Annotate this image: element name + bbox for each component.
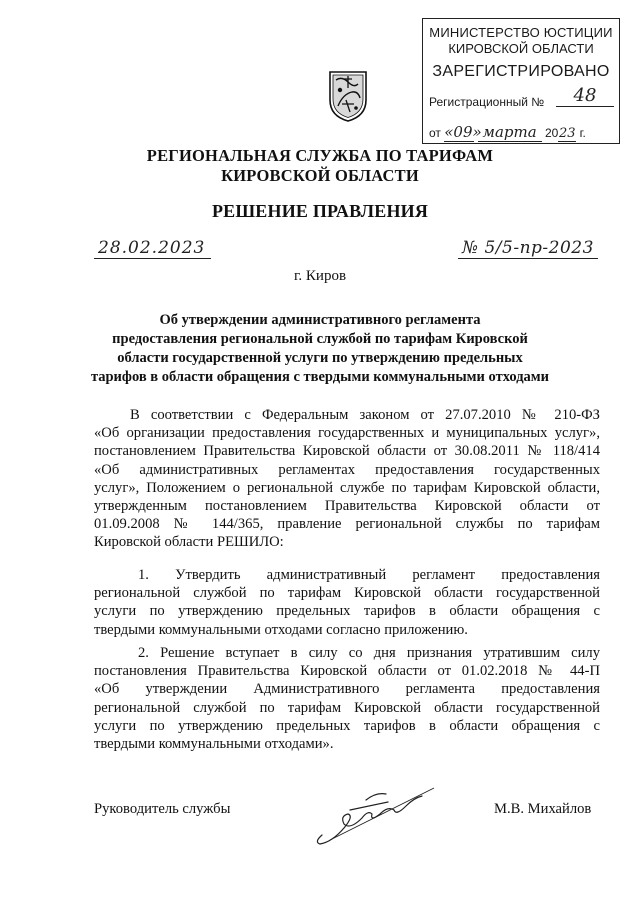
- subject-line: предоставления региональной службой по тарифам Кировской: [112, 331, 528, 347]
- text-line: твердыми коммунальными отходами согласно приложению.: [94, 621, 468, 638]
- text-line: постановления Правительства Кировской области от 01.02.2018 № 44-П: [94, 663, 600, 680]
- subject-line: Об утверждении административного регламента: [159, 312, 481, 328]
- stamp-reg-number: 48: [556, 85, 614, 107]
- signatory-name: М.В. Михайлов: [494, 801, 592, 817]
- text-line: «Об утверждении Административного регламента предоставления: [94, 681, 600, 698]
- text-line: услуг», Положением о региональной службе по тарифам Кировской области,: [94, 479, 600, 496]
- stamp-status: ЗАРЕГИСТРИРОВАНО: [432, 63, 610, 80]
- stamp-date-from: от: [429, 126, 441, 140]
- decision-item-1: [94, 566, 600, 639]
- text-line: региональной службой по тарифам Кировской области государственной: [94, 699, 600, 716]
- text-line: услуги по утверждению предельных тарифов в области обращения с: [94, 717, 600, 734]
- decision-number: № 5/5-пр-2023: [458, 238, 598, 259]
- kirov-region-coat-of-arms-icon: [328, 70, 368, 122]
- decision-date: 28.02.2023: [94, 238, 211, 259]
- text-line: твердыми коммунальными отходами».: [94, 735, 334, 752]
- stamp-date-year-prefix: 20: [544, 126, 559, 140]
- text-line: 01.09.2008 № 144/365, правление региональной службы по тарифам: [94, 516, 600, 533]
- stamp-date-year-suffix: 23: [559, 126, 576, 141]
- text-line: В соответствии с Федеральным законом от 27.07.2010 № 210-ФЗ: [130, 407, 600, 423]
- subject-line: области государственной услуги по утверждению предельных: [117, 350, 523, 366]
- org-name-line2: КИРОВСКОЙ ОБЛАСТИ: [221, 166, 419, 185]
- city: г. Киров: [293, 268, 347, 284]
- subject-line: тарифов в области обращения с твердыми коммунальными отходами: [90, 369, 550, 385]
- text-line: услуги по утверждению предельных тарифов в области обращения с: [94, 603, 600, 620]
- text-line: утвержденным постановлением Правительства Кировской области от: [94, 497, 600, 514]
- stamp-date-day: «09»: [444, 123, 482, 141]
- text-line: постановлением Правительства Кировской области от 30.08.2011 № 118/414: [94, 443, 600, 460]
- stamp-ministry-line1: МИНИСТЕРСТВО ЮСТИЦИИ: [429, 25, 613, 40]
- document-type: РЕШЕНИЕ ПРАВЛЕНИЯ: [211, 201, 429, 221]
- decision-item-2: [94, 644, 600, 753]
- text-line: Кировской области РЕШИЛО:: [94, 534, 284, 551]
- stamp-date-month: марта: [478, 123, 542, 142]
- registration-stamp: [422, 18, 620, 144]
- text-line: 2. Решение вступает в силу со дня признания утратившим силу: [138, 645, 600, 661]
- text-line: региональной службой по тарифам Кировской области государственной: [94, 585, 600, 602]
- stamp-ministry-line2: КИРОВСКОЙ ОБЛАСТИ: [448, 41, 594, 56]
- org-name-line1: РЕГИОНАЛЬНАЯ СЛУЖБА ПО ТАРИФАМ: [146, 146, 494, 165]
- text-line: «Об организации предоставления государственных и муниципальных услуг»,: [94, 425, 600, 442]
- text-line: «Об административных регламентах предоставления государственных: [94, 461, 600, 478]
- stamp-reg-label: Регистрационный №: [429, 95, 545, 109]
- text-line: 1. Утвердить административный регламент предоставления: [138, 567, 600, 583]
- handwritten-signature: [310, 780, 440, 850]
- signatory-position: Руководитель службы: [94, 801, 231, 817]
- preamble-paragraph: [94, 406, 600, 552]
- stamp-date-line: [429, 123, 586, 142]
- stamp-date-year-end: г.: [579, 126, 586, 140]
